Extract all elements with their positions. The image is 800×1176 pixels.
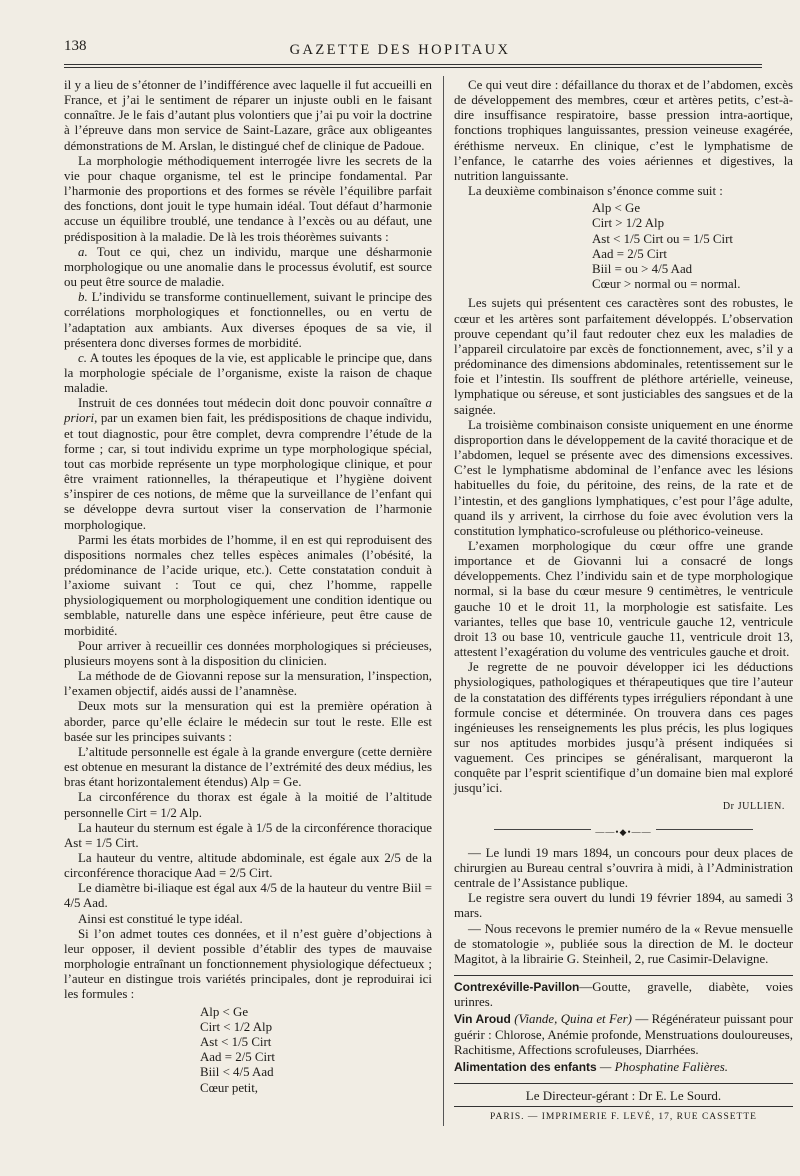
author-signature: Dr JULLIEN. — [722, 800, 785, 812]
right-column — [454, 78, 793, 1125]
advertisement — [454, 1060, 793, 1075]
left-column — [64, 78, 432, 1096]
news-item: — Le lundi 19 mars 1894, un concours pour deux places de chirurgien au Bureau central s’ouvrira à midi, à l’Administration centrale de l’Assistance publique. — [454, 845, 793, 891]
paragraph: La méthode de de Giovanni repose sur la mensuration, l’inspection, l’examen objectif, aidés aussi de l’anamnèse. — [64, 669, 432, 699]
paragraph: Pour arriver à recueillir ces données morphologiques si précieuses, plusieurs moyens sont à la disposition du clinicien. — [64, 638, 432, 668]
ad-brand: Alimentation des enfants — [454, 1059, 597, 1074]
paragraph: Je regrette de ne pouvoir développer ici les déductions physiologiques, pathologiques et thérapeutiques que tire l’auteur de la constatation des différents types irréguliers répondant à une formule concise et déterminée. On trouvera dans ces pages ingénieuses les renseignements les plus précis, les plus logiques sur nos aptitudes morbides jusqu’à présent indiquées si vaguement. Ces principes se généralisant, marqueront la conquête par l’esprit scientifique d’un domaine bien mal exploré jusqu’ici. — [454, 660, 793, 796]
paragraph: Parmi les états morbides de l’homme, il en est qui reproduisent des dispositions normales chez telles espèces animales (l’obésité, la prédominance de l’acide urique, etc.). Cette constatation conduit à l’axiome suivant : Tout ce qui, chez l’homme, rappelle physiologiquement ou morphologiquement une condition identique ou semblable, naturelle dans une espèce inférieure, peut être cause de morbidité. — [64, 532, 432, 638]
paragraph: La troisième combinaison consiste uniquement en une énorme disproportion dans le développement de la cavité thoracique et de l’abdomen, lequel se présente avec des dimensions excessives. C’est le lymphatisme abdominal de l’enfance avec les lésions habituelles du foie, du péritoine, des reins, de la rate et de l’intestin, et des ganglions lymphatiques, c’est pour l’âge adulte, quand ils y arrivent, la cirrhose du foie avec évolution vers la constitution lymphatico-scrofuleuse ou pléthorico-veineuse. — [454, 417, 793, 538]
theorem-text: Tout ce qui, chez un individu, marque une désharmonie morphologique ou une anomalie dans le processus évolutif, est source ou peut être source de maladie. — [64, 244, 432, 290]
ad-italic: (Viande, Quina et Fer) — [514, 1012, 632, 1027]
text: , par un examen bien fait, les prédispositions de chaque individu, et tout diagnostic, pour être complet, devra comprendre l’étude de la forme ; car, si tout individu exprime un type morphologique spécial, tout cas morbide représente un type morphologique clinique, et pour être vraiment rationnelles, la thérapeutique et l’hygiène doivent s’inspirer de ces notions, de même que la surveillance de l’enfant qui se développe devra surtout viser la conservation de l’harmonie morphologique. — [64, 411, 432, 532]
paragraph — [64, 396, 432, 532]
ad-italic: — Phosphatine Falières. — [599, 1059, 728, 1074]
theorem-label: c. — [78, 350, 87, 365]
text: Instruit de ces données tout médecin doit donc pouvoir connaître — [78, 396, 422, 411]
theorem-b — [64, 290, 432, 351]
paragraph: Si l’on admet toutes ces données, et il n’est guère d’objections à leur opposer, il devient possible d’établir des types de mauvaise morphologie entraînant un fonctionnement physiologique défectueux ; l’auteur en distingue trois variétés principales, dont je reproduirai ici les formules : — [64, 926, 432, 1002]
paragraph: il y a lieu de s’étonner de l’indifférence avec laquelle il fut accueilli en France, et j’ai le sentiment de réparer un injuste oubli en le faisant connaître. Je le fais d’autant plus volontiers que j’ai pu voir la doctrine à l’épreuve dans mon service de Saint-Lazare, grâce aux obligeantes démonstrations de M. Arslan, le distingué chef de clinique de Padoue. — [64, 78, 432, 153]
news-item: Le registre sera ouvert du lundi 19 février 1894, au samedi 3 mars. — [454, 891, 793, 921]
advertisement — [454, 980, 793, 1010]
formula-block-2 — [454, 201, 793, 292]
paragraph: Deux mots sur la mensuration qui est la première opération à aborder, parce qu’elle éclaire le médecin sur tout le reste. Elle est basée sur les principes suivants : — [64, 699, 432, 744]
formula-line: Biil < 4/5 Aad — [200, 1065, 274, 1080]
formula-line: Biil = ou > 4/5 Aad — [592, 262, 693, 277]
formula-line: Alp < Ge — [200, 1004, 249, 1019]
formula-line: Cœur petit, — [200, 1080, 259, 1095]
theorem-c — [64, 351, 432, 396]
column-divider — [443, 76, 444, 1126]
ad-text: —Goutte, gravelle, diabète, voies urinres. — [454, 980, 793, 1010]
formula-line: Cirt > 1/2 Alp — [592, 216, 665, 231]
theorem-text: A toutes les époques de la vie, est applicable le principe que, dans la morphologie spéciale de l’organisme, existe la raison de chaque maladie. — [64, 350, 432, 396]
formula-line: Cirt < 1/2 Alp — [200, 1019, 273, 1034]
page-number: 138 — [64, 38, 87, 54]
header-rule-inner — [64, 67, 762, 68]
paragraph: La morphologie méthodiquement interrogée livre les secrets de la vie pour chaque organisme, tel est le principe fondamental. Par l’harmonie des proportions et des formes se révèle l’équilibre parfait des fonctions, dont jouit le type humain idéal. Tout défaut d’harmonie accuse un équilibre troublé, une tendance à l’excès ou au défaut, une prédisposition à la maladie. De là les trois théorèmes suivants : — [64, 153, 432, 244]
footer-rule — [454, 1083, 793, 1084]
formula-block-1 — [64, 1005, 432, 1096]
news-item: — Nous recevons le premier numéro de la « Revue mensuelle de stomatologie », publiée sous la direction de M. le docteur Magitot, à la librairie G. Steinheil, 2, rue Casimir-Delavigne. — [454, 921, 793, 966]
paragraph: Ainsi est constitué le type idéal. — [78, 911, 243, 926]
theorem-text: L’individu se transforme continuellement, suivant le principe des corrélations morphologiques et fonctionnelles, ou en vertu de l’adaptation aux ambiants. Aux diverses époques de sa vie, il présentera donc diverses formes de morbidité. — [64, 290, 432, 350]
formula-line: Ast < 1/5 Cirt ou = 1/5 Cirt — [592, 231, 733, 246]
paragraph: L’altitude personnelle est égale à la grande envergure (cette dernière est obtenue en mesurant la distance de l’extrémité des deux médius, les bras étant horizontalement étendus) Alp = Ge. — [64, 744, 432, 790]
advertisement — [454, 1012, 793, 1057]
printer-line: PARIS. — IMPRIMERIE F. LEVÉ, 17, RUE CASSETTE — [454, 1106, 793, 1125]
paragraph: Les sujets qui présentent ces caractères sont des robustes, le cœur et les artères sont parfaitement développés. L’observation prouve cependant qu’il faut redouter chez eux les maladies de l’appareil circulatoire par excès de fonctionnement, avec, s’il y a prédominance des dimensions abdominales, retentissement sur le foie et l’intestin. Ils souffrent de pléthore artérielle, veineuse, lymphatique ou séreuse, et sont justiciables des sangsues et de la saignée. — [454, 296, 793, 417]
paragraph: La circonférence du thorax est égale à la moitié de l’altitude personnelle Cirt = 1/2 Alp. — [64, 790, 432, 820]
theorem-label: b. — [78, 290, 88, 305]
formula-line: Alp < Ge — [592, 201, 641, 216]
ads-rule — [454, 975, 793, 976]
italic-text: a priori — [64, 396, 432, 426]
paragraph: Le diamètre bi-iliaque est égal aux 4/5 de la hauteur du ventre Biil = 4/5 Aad. — [64, 881, 432, 911]
paragraph: L’examen morphologique du cœur offre une grande importance et de Giovanni lui a consacré de longs développements. Chez l’individu sain et de type morphologique normal, si la base du cœur mesure 9 centimètres, le ventricule gauche 10 et le droit 11, la morphologie est satisfaite. Les variantes, telles que base 10, ventricule gauche 12, ventricule droit 13 ou base 10, ventricule gauche 11, ventricule droit 13, attestent l’exagération du volume des ventricules gauche et droit. — [454, 538, 793, 660]
ad-text: — Régénérateur puissant pour guérir : Chlorose, Anémie profonde, Menstruations douloureuses, Rachitisme, Affections scrofuleuses, Diarrhées. — [454, 1012, 793, 1057]
ad-brand: Contrexéville-Pavillon — [454, 980, 580, 995]
paragraph: La hauteur du ventre, altitude abdominale, est égale aux 2/5 de la circonférence thoracique Aad = 2/5 Cirt. — [64, 850, 432, 881]
theorem-label: a. — [78, 244, 88, 259]
paragraph: La hauteur du sternum est égale à 1/5 de la circonférence thoracique Ast = 1/5 Cirt. — [64, 820, 432, 850]
director-line: Le Directeur-gérant : Dr E. Le Sourd. — [525, 1087, 722, 1103]
formula-line: Ast < 1/5 Cirt — [200, 1034, 272, 1049]
journal-title: GAZETTE DES HOPITAUX — [289, 42, 511, 58]
formula-line: Aad = 2/5 Cirt — [200, 1050, 275, 1065]
ornament-glyph: ——•◆•—— — [591, 825, 655, 840]
theorem-a — [64, 245, 432, 290]
section-ornament — [454, 824, 793, 837]
ad-brand: Vin Aroud — [454, 1012, 511, 1027]
paragraph: La deuxième combinaison s’énonce comme suit : — [468, 184, 723, 199]
formula-line: Cœur > normal ou = normal. — [592, 277, 741, 292]
formula-line: Aad = 2/5 Cirt — [592, 246, 667, 261]
header-rule — [64, 64, 762, 65]
paragraph: Ce qui veut dire : défaillance du thorax et de l’abdomen, excès de développement des membres, cœur et artères petits, c’est-à-dire insuffisance respiratoire, basse pression intra-aortique, fonctions trophiques languissantes, pression veineuse exagérée, éréthisme nerveux. En clinique, c’est le lymphatisme de l’enfance, le catarrhe des voies aériennes et digestives, la nutrition languissante. — [454, 78, 793, 183]
